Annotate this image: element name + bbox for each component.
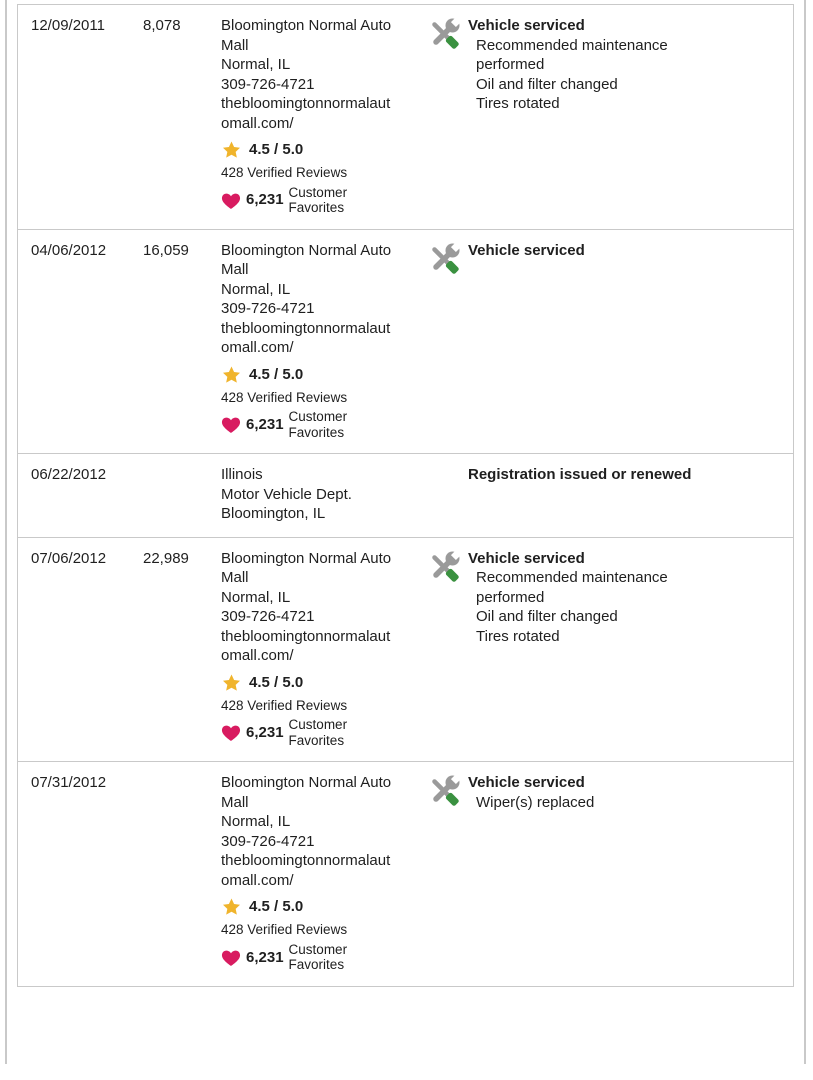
source-line: 309-726-4721	[221, 832, 315, 850]
star-icon	[221, 140, 242, 160]
record-date: 06/22/2012	[31, 466, 107, 484]
source-line: Normal, IL	[221, 56, 291, 73]
event-detail-item: Tires rotated	[476, 627, 560, 645]
event-detail-item: Oil and filter changed	[476, 608, 618, 626]
event-title: Vehicle serviced	[468, 774, 585, 792]
heart-icon	[221, 191, 241, 210]
verified-reviews: 428 Verified Reviews	[221, 922, 348, 938]
customer-favorites	[221, 409, 393, 440]
event-title: Vehicle serviced	[468, 17, 585, 34]
source-line: Bloomington Normal Auto Mall	[221, 549, 392, 587]
source-line: Normal, IL	[221, 813, 291, 831]
heart-icon	[221, 723, 241, 742]
favorites-label: Customer Favorites	[288, 717, 348, 748]
record-details	[468, 16, 793, 114]
record-mileage: 16,059	[143, 241, 189, 259]
rating-score: 4.5 / 5.0	[249, 365, 304, 383]
record-source	[221, 16, 427, 216]
favorites-label: Customer Favorites	[288, 941, 348, 973]
star-icon	[221, 365, 242, 385]
favorites-label: Customer Favorites	[288, 409, 348, 440]
record-date: 07/31/2012	[31, 774, 107, 792]
record-date: 07/06/2012	[31, 549, 107, 567]
record-details	[468, 549, 793, 647]
source-line: Bloomington Normal Auto Mall	[221, 241, 392, 279]
rating-score: 4.5 / 5.0	[249, 673, 304, 691]
event-detail-item: Tires rotated	[476, 95, 560, 112]
source-lines	[221, 465, 393, 524]
record-mileage: 8,078	[143, 17, 181, 34]
favorites-label: Customer Favorites	[288, 184, 348, 216]
dealer-rating	[221, 140, 393, 160]
star-icon	[221, 897, 242, 917]
source-line: Bloomington Normal Auto Mall	[221, 774, 392, 811]
favorites-count: 6,231	[246, 191, 284, 209]
heart-icon	[221, 415, 241, 434]
dealer-rating	[221, 365, 393, 385]
event-detail-items	[468, 36, 716, 114]
rating-score: 4.5 / 5.0	[249, 898, 304, 916]
report-page-frame	[5, 0, 806, 1064]
source-line: thebloomingtonnormalautomall.com/	[221, 852, 391, 889]
event-detail-item: Wiper(s) replaced	[476, 793, 595, 811]
record-source	[221, 549, 427, 749]
record-source	[221, 241, 427, 441]
record-details	[468, 465, 793, 485]
record-icon-cell	[427, 549, 468, 584]
source-line: Normal, IL	[221, 588, 291, 606]
event-detail-item: Recommended maintenance performed	[476, 569, 668, 606]
source-line: 309-726-4721	[221, 608, 315, 626]
star-icon	[221, 673, 242, 693]
record-date: 12/09/2011	[31, 17, 105, 34]
record-icon-cell	[427, 465, 468, 466]
customer-favorites	[221, 717, 393, 748]
record-icon-cell	[427, 773, 468, 808]
source-lines	[221, 773, 393, 890]
record-icon-cell	[427, 241, 468, 276]
service-tools-icon	[427, 17, 461, 51]
source-line: 309-726-4721	[221, 75, 315, 93]
heart-icon	[221, 948, 241, 967]
verified-reviews: 428 Verified Reviews	[221, 389, 348, 405]
history-table	[17, 4, 794, 987]
event-detail-item: Recommended maintenance performed	[476, 36, 668, 73]
source-line: thebloomingtonnormalautomall.com/	[221, 319, 391, 357]
customer-favorites	[221, 185, 393, 216]
event-detail-items	[468, 568, 716, 646]
source-lines	[221, 241, 393, 358]
source-line: Motor Vehicle Dept.	[221, 485, 352, 503]
record-source	[221, 465, 427, 524]
event-title: Vehicle serviced	[468, 549, 585, 567]
history-record-row	[18, 538, 793, 763]
source-line: Bloomington, IL	[221, 505, 326, 523]
event-detail-items	[468, 793, 716, 813]
verified-reviews: 428 Verified Reviews	[221, 697, 348, 713]
event-title: Registration issued or renewed	[468, 466, 692, 484]
source-line: 309-726-4721	[221, 300, 315, 318]
history-record-row	[18, 454, 793, 538]
favorites-count: 6,231	[246, 415, 284, 433]
record-mileage: 22,989	[143, 549, 189, 567]
source-lines	[221, 16, 393, 133]
favorites-count: 6,231	[246, 723, 284, 741]
service-tools-icon	[427, 550, 461, 584]
record-details	[468, 241, 793, 261]
source-line: Illinois	[221, 466, 263, 484]
source-line: thebloomingtonnormalautomall.com/	[221, 95, 391, 132]
source-line: Bloomington Normal Auto Mall	[221, 17, 392, 54]
event-detail-item: Oil and filter changed	[476, 75, 618, 93]
event-title: Vehicle serviced	[468, 241, 585, 259]
record-details	[468, 773, 793, 812]
verified-reviews: 428 Verified Reviews	[221, 165, 348, 180]
dealer-rating	[221, 897, 393, 917]
source-lines	[221, 549, 393, 666]
favorites-count: 6,231	[246, 948, 284, 966]
history-record-row	[18, 5, 793, 230]
record-icon-cell	[427, 16, 468, 51]
record-date: 04/06/2012	[31, 241, 107, 259]
service-tools-icon	[427, 242, 461, 276]
source-line: Normal, IL	[221, 280, 291, 298]
service-tools-icon	[427, 774, 461, 808]
record-source	[221, 773, 427, 973]
history-record-row	[18, 762, 793, 986]
dealer-rating	[221, 673, 393, 693]
rating-score: 4.5 / 5.0	[249, 141, 304, 159]
customer-favorites	[221, 942, 393, 973]
source-line: thebloomingtonnormalautomall.com/	[221, 627, 391, 665]
history-record-row	[18, 230, 793, 455]
